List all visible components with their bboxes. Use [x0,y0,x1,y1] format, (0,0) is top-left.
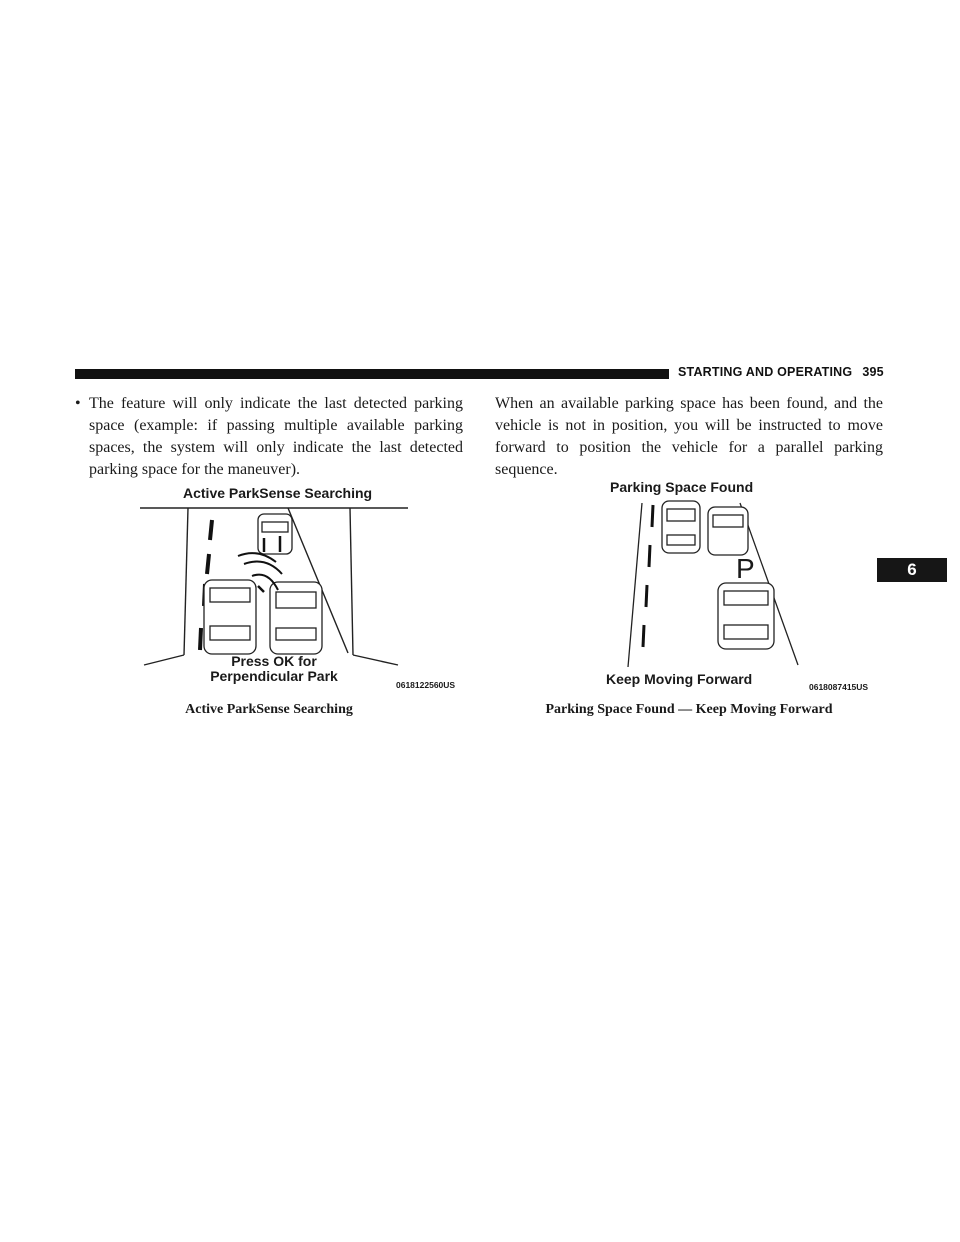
figure-active-parksense [140,478,460,693]
page-number: 395 [862,365,884,379]
section-title: STARTING AND OPERATING [678,365,853,379]
figure1-title: Active ParkSense Searching [183,485,373,501]
figure1-bottom-line1: Press OK for [231,653,317,669]
bullet-symbol: • [75,395,81,412]
figure-parking-space-found [590,475,890,695]
bullet-text: The feature will only indicate the last detected parking space (example: if passing multiple available parking spaces, the system will only indicate the last detected parking space for the maneuver). [89,395,463,478]
figure2-bottom-text: Keep Moving Forward [606,671,753,687]
left-column [75,393,463,481]
body-paragraph: When an available parking space has been found, and the vehicle is not in position, you will be instructed to move forward to position the vehicle for a parallel parking sequence. [495,395,883,478]
parking-marker: P [736,553,755,584]
figure2-code: 0618087415US [809,682,869,692]
running-header [678,365,884,379]
right-column [495,393,883,481]
figure2-title: Parking Space Found [610,479,754,495]
figure2-illustration [590,475,890,695]
figure1-bottom-line2: Perpendicular Park [210,668,338,684]
chapter-tab: 6 [877,558,947,582]
figure1-bottom-text [204,654,344,684]
figure1-caption: Active ParkSense Searching [185,702,353,717]
figure2-caption: Parking Space Found — Keep Moving Forward [545,702,833,717]
figure1-code: 0618122560US [396,680,456,690]
bullet-item [75,393,463,481]
header-rule [75,369,669,379]
